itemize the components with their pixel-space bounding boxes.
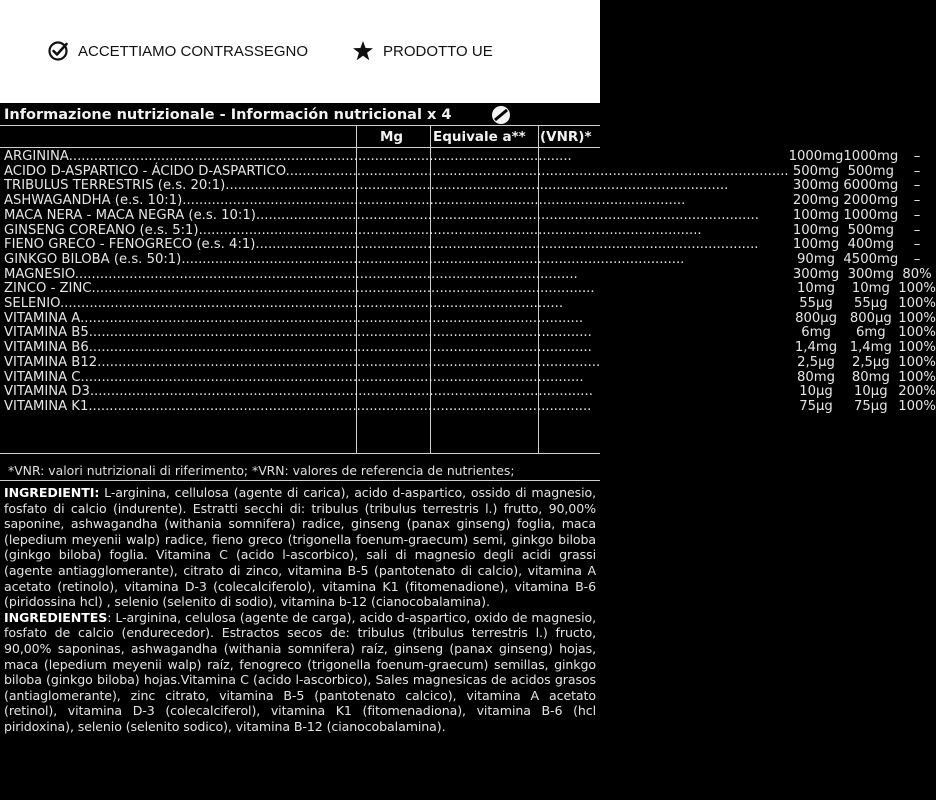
header-vnr: (VNR)* [540, 129, 592, 145]
nutrient-row [4, 282, 936, 297]
nutrient-vnr: 100% [898, 398, 936, 414]
nutrient-vnr: 80% [902, 266, 932, 282]
nutrient-mg: 80mg [797, 369, 836, 385]
nutrient-mg: 90mg [797, 251, 836, 267]
nutrient-equivalent: 1,4mg [849, 340, 892, 356]
nutrient-vnr: – [913, 178, 921, 194]
nutrient-name: VITAMINA K1........................................................................................................................ [4, 398, 592, 414]
nutrient-mg: 800µg [795, 310, 837, 326]
nutrient-equivalent: 2000mg [843, 193, 899, 209]
nutrient-equivalent: 4500mg [843, 251, 899, 267]
nutrient-name: FIENO GRECO - FENOGRECO (e.s. 4:1)........................................................................................................................ [4, 237, 759, 253]
nutrient-vnr: 200% [898, 384, 936, 400]
nutrient-vnr: – [913, 163, 921, 179]
nutrient-vnr: 100% [898, 340, 936, 356]
badge-bar [0, 0, 600, 103]
nutrient-equivalent: 10µg [854, 384, 888, 400]
nutrient-row [4, 385, 936, 400]
nutrient-row [4, 179, 936, 194]
nutrient-mg: 2,5µg [797, 354, 835, 370]
nutrition-label-panel [0, 103, 936, 800]
nutrient-vnr: – [913, 251, 921, 267]
nutrient-vnr: – [913, 207, 921, 223]
header-mg: Mg [380, 129, 404, 145]
nutrition-table [4, 150, 936, 415]
nutrient-equivalent: 2,5µg [851, 354, 890, 370]
divider [0, 453, 600, 454]
nutrient-vnr: – [913, 237, 921, 253]
nutrient-row [4, 268, 936, 283]
ingredients-es-label: INGREDIENTES [4, 609, 108, 625]
eu-product-badge [352, 40, 493, 62]
nutrient-row [4, 238, 936, 253]
badge-label: PRODOTTO UE [383, 42, 493, 60]
nutrient-name: VITAMINA B12........................................................................................................................ [4, 354, 601, 370]
nutrient-name: MAGNESIO........................................................................................................................ [4, 266, 578, 282]
nutrient-equivalent: 800µg [849, 310, 892, 326]
nutrient-mg: 1,4mg [794, 340, 838, 356]
nutrient-equivalent: 500mg [847, 163, 894, 179]
nutrient-vnr: 100% [898, 354, 936, 370]
nutrient-vnr: 100% [898, 281, 936, 297]
nutrient-name: GINKGO BILOBA (e.s. 50:1)........................................................................................................................ [4, 251, 685, 267]
ingredients-es-text: : L-arginina, celulosa (agente de carga), acido d-aspartico, oxido de magnesio, fosfato de calcio (endurecedor). Estractos secos de: tribulus (tribulus terrestris l.) fructo, 90,00% saponinas, ashwagandha (withania somnifera) raíz, ginseng (panax ginseng) hojas, maca (lepedium meyenii walp) raíz, fenogreco (trigonella foenum-graecum) semillas, ginkgo biloba (ginkgo biloba) hojas.Vitamina C (acido l-ascorbico), Sales magnesicas de acidos grasos (antiaglomerante), zinc citrato, vitamina B-5 (pantotenato calcico), vitamina A acetato (retinol), vitamina D-3 (colecalciferol), vitamina K1 (fitomenadiona), vitamina B-6 (hcl piridoxina), selenio (selenito sodico), vitamina B-12 (cianocobalamina). [4, 609, 596, 734]
nutrient-row [4, 165, 936, 180]
nutrient-mg: 100mg [792, 207, 840, 223]
no-sign-icon [490, 105, 512, 125]
nutrient-equivalent: 300mg [847, 266, 894, 282]
ingredients-it-text: L-arginina, cellulosa (agente di carica), acido d-aspartico, ossido di magnesio, fosfato di calcio (indurente). Estratti secchi di: tribulus (tribulus terrestris l.) frutto, 90,00% saponine, ashwagandha (withania somnifera) radice, ginseng (panax ginseng) foglia, maca (lepedium meyenii walp) radice, fieno greco (trigonella foenum-graecum) semi, ginkgo biloba (ginkgo biloba) foglia. Vitamina C (acido l-ascorbico), sali di magnesio degli acidi grassi (agente antiagglomerante), citrato di zinco, vitamina B-5 (pantotenato di calcio), vitamina A acetato (retinolo), vitamina D-3 (colecalciferolo), vitamina K1 (fitomenadione), vitamina B-6 (piridossina hcl) , selenio (selenito di sodio), vitamina b-12 (cianocobalamina). [4, 485, 596, 610]
nutrient-mg: 200mg [792, 193, 840, 209]
nutrient-vnr: 100% [898, 296, 936, 312]
nutrient-row [4, 371, 936, 386]
nutrient-equivalent: 80mg [851, 369, 890, 385]
nutrient-vnr: 100% [898, 369, 936, 385]
panel-title: Informazione nutrizionale - Información nutricional x 4 [4, 107, 452, 123]
nutrient-mg: 300mg [792, 266, 840, 282]
nutrient-row [4, 326, 936, 341]
nutrient-name: ASHWAGANDHA (e.s. 10:1)........................................................................................................................ [4, 193, 686, 209]
nutrient-mg: 55µg [799, 296, 833, 312]
nutrient-row [4, 312, 936, 327]
divider [0, 125, 600, 126]
header-equivalent: Equivale a** [433, 129, 526, 145]
nutrient-equivalent: 10mg [851, 281, 890, 297]
nutrient-vnr: – [913, 222, 921, 238]
check-circle-icon [47, 40, 69, 62]
nutrient-name: VITAMINA B5........................................................................................................................ [4, 325, 592, 341]
nutrient-mg: 500mg [792, 163, 840, 179]
nutrient-mg: 1000mg [788, 149, 844, 164]
nutrient-vnr: 100% [898, 310, 936, 326]
nutrient-name: VITAMINA C........................................................................................................................ [4, 369, 584, 385]
divider [0, 147, 600, 148]
nutrient-row [4, 194, 936, 209]
star-icon [352, 40, 374, 62]
ingredients-block [4, 485, 596, 735]
nutrient-mg: 10µg [799, 384, 833, 400]
nutrient-name: ACIDO D-ASPARTICO - ÁCIDO D-ASPARTICO........................................................................................................................ [4, 163, 789, 179]
nutrient-row [4, 150, 936, 165]
badge-label: ACCETTIAMO CONTRASSEGNO [78, 42, 309, 60]
nutrient-equivalent: 1000mg [843, 149, 899, 164]
ingredients-it-label: INGREDIENTI: [4, 485, 100, 500]
nutrient-equivalent: 1000mg [843, 207, 899, 223]
nutrient-name: VITAMINA B6........................................................................................................................ [4, 340, 592, 356]
nutrient-row [4, 209, 936, 224]
nutrient-name: VITAMINA D3........................................................................................................................ [4, 384, 593, 400]
nutrient-name: GINSENG COREANO (e.s. 5:1)........................................................................................................................ [4, 222, 702, 238]
nutrient-row [4, 356, 936, 371]
nutrient-equivalent: 6mg [856, 325, 886, 341]
nutrient-name: SELENIO........................................................................................................................ [4, 296, 564, 312]
nutrient-equivalent: 400mg [847, 237, 894, 253]
vnr-footnote: *VNR: valori nutrizionali di riferimento; *VRN: valores de referencia de nutrientes; [8, 463, 515, 478]
nutrient-name: MACA NERA - MACA NEGRA (e.s. 10:1)........................................................................................................................ [4, 207, 759, 223]
nutrient-vnr: – [913, 193, 921, 209]
nutrient-mg: 10mg [797, 281, 836, 297]
nutrient-mg: 6mg [801, 325, 831, 341]
nutrient-mg: 100mg [792, 222, 840, 238]
nutrient-equivalent: 55µg [854, 296, 888, 312]
nutrient-row [4, 400, 936, 415]
nutrient-row [4, 297, 936, 312]
nutrient-name: TRIBULUS TERRESTRIS (e.s. 20:1)........................................................................................................................ [4, 178, 729, 194]
nutrient-name: ARGININA........................................................................................................................ [4, 149, 572, 164]
nutrient-mg: 75µg [799, 398, 833, 414]
nutrient-name: VITAMINA A........................................................................................................................ [4, 310, 584, 326]
nutrient-row [4, 341, 936, 356]
nutrient-mg: 300mg [792, 178, 840, 194]
nutrient-equivalent: 75µg [854, 398, 888, 414]
cash-on-delivery-badge [47, 40, 308, 62]
nutrient-row [4, 253, 936, 268]
nutrient-vnr: – [913, 149, 921, 164]
nutrient-name: ZINCO - ZINC........................................................................................................................ [4, 281, 595, 297]
nutrient-vnr: 100% [898, 325, 936, 341]
nutrient-row [4, 224, 936, 239]
nutrient-mg: 100mg [792, 237, 840, 253]
nutrient-equivalent: 500mg [847, 222, 894, 238]
divider [0, 480, 600, 481]
nutrient-equivalent: 6000mg [843, 178, 899, 194]
